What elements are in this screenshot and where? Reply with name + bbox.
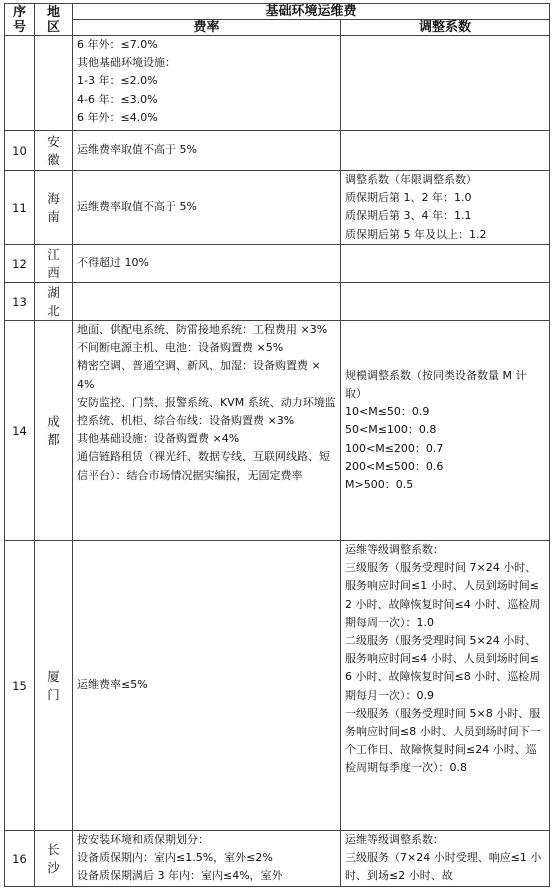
row-rate: 运维费率≤5% <box>73 541 341 831</box>
table-row <box>5 36 550 131</box>
row-rate: 运维费率取值不高于 5% <box>73 131 341 171</box>
row-index: 13 <box>5 283 35 321</box>
row-region: 湖 北 <box>35 283 73 321</box>
row-region: 成 都 <box>35 321 73 541</box>
table-row <box>5 283 550 321</box>
row-adjust: 运维等级调整系数： 三级服务（7×24 小时受理、响应≤1 小时、到场≤2 小时、故 <box>341 831 550 887</box>
table-row <box>5 131 550 171</box>
row-region: 长 沙 <box>35 831 73 887</box>
row-index <box>5 36 35 131</box>
row-region <box>35 36 73 131</box>
table-row <box>5 245 550 283</box>
row-adjust: 调整系数（年限调整系数） 质保期后第 1、2 年：1.0 质保期后第 3、4 年：1.1 质保期后第 5 年及以上：1.2 <box>341 171 550 245</box>
row-index: 11 <box>5 171 35 245</box>
row-region: 安 徽 <box>35 131 73 171</box>
row-adjust <box>341 131 550 171</box>
header-adjust: 调整系数 <box>341 20 550 36</box>
row-region: 江 西 <box>35 245 73 283</box>
row-adjust <box>341 245 550 283</box>
row-rate: 6 年外：≤7.0% 其他基础环境设施： 1-3 年：≤2.0% 4-6 年：≤3.0% 6 年外：≤4.0% <box>73 36 341 131</box>
row-adjust <box>341 283 550 321</box>
row-rate: 运维费率取值不高于 5% <box>73 171 341 245</box>
table-row <box>5 171 550 245</box>
row-rate: 按安装环境和质保期划分： 设备质保期内：室内≤1.5%，室外≤2% 设备质保期满后 3 年内：室内≤4%，室外 <box>73 831 341 887</box>
fee-table-document <box>4 3 549 887</box>
header-group-title: 基础环境运维费 <box>73 4 550 20</box>
row-region: 海 南 <box>35 171 73 245</box>
row-index: 12 <box>5 245 35 283</box>
row-index: 15 <box>5 541 35 831</box>
row-index: 14 <box>5 321 35 541</box>
table-row <box>5 321 550 541</box>
row-index: 16 <box>5 831 35 887</box>
row-adjust: 运维等级调整系数： 三级服务（服务受理时间 7×24 小时、服务响应时间≤1 小时、人员到场时间≤2 小时、故障恢复时间≤4 小时、巡检周期每周一次）：1.0 二级服务（服务受理时间 5×24 小时、服务响应时间≤4 小时、人员到场时间≤6 小时、故障恢复时间≤8 小时、巡检周期每月一次）：0.9 一级服务（服务受理时间 5×8 小时、服务响应时间≤8 小时、人员到场时间下一个工作日、故障恢复时间≤24 小时、巡检周期每季度一次）：0.8 <box>341 541 550 831</box>
row-adjust <box>341 36 550 131</box>
header-index: 序 号 <box>5 4 35 36</box>
row-rate <box>73 283 341 321</box>
maintenance-fee-table <box>4 3 550 887</box>
row-region: 厦 门 <box>35 541 73 831</box>
row-index: 10 <box>5 131 35 171</box>
row-rate: 地面、供配电系统、防雷接地系统：工程费用 ×3% 不间断电源主机、电池：设备购置费 ×5% 精密空调、普通空调、新风、加湿：设备购置费 ×4% 安防监控、门禁、报警系统、KVM 系统、动力环境监控系统、机柜、综合布线：设备购置费 ×3% 其他基础设施：设备购置费 ×4% 通信链路租赁（裸光纤、数据专线、互联网线路、短信平台）：结合市场情况据实编报，无固定费率 <box>73 321 341 541</box>
row-adjust: 规模调整系数（按同类设备数量 M 计取） 10<M≤50：0.9 50<M≤100：0.8 100<M≤200：0.7 200<M≤500：0.6 M>500：0.5 <box>341 321 550 541</box>
header-rate: 费率 <box>73 20 341 36</box>
row-rate: 不得超过 10% <box>73 245 341 283</box>
table-row <box>5 541 550 831</box>
table-row <box>5 831 550 887</box>
header-region: 地 区 <box>35 4 73 36</box>
